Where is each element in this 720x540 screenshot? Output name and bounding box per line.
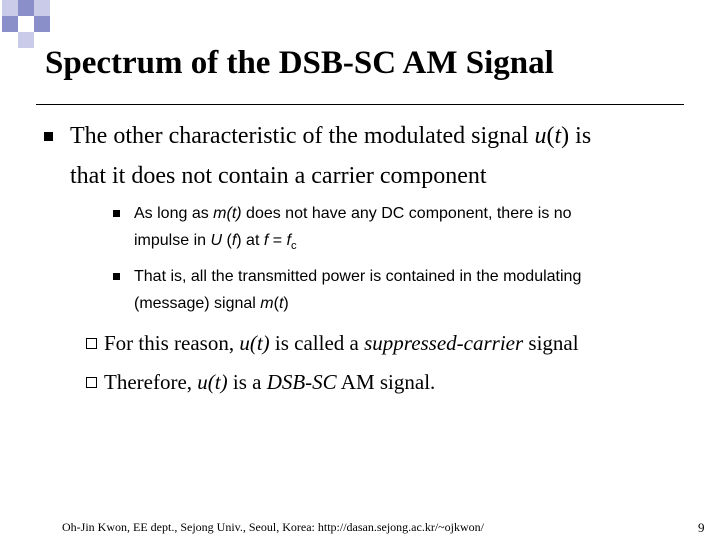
math-var: t — [554, 123, 562, 149]
deco-square — [2, 0, 18, 16]
sub-bullet-line — [134, 290, 581, 317]
slide-title: Spectrum of the DSB-SC AM Signal — [45, 45, 554, 81]
bullet-text: Therefore, — [104, 370, 198, 394]
bullet-text: signal — [523, 331, 579, 355]
math-subscript: c — [290, 240, 297, 253]
bullet-text: ) at — [236, 232, 264, 249]
math-var: U — [210, 232, 223, 249]
math-var: f — [263, 232, 269, 249]
sub-bullet-line — [134, 200, 572, 227]
bullet-text: ) is — [561, 123, 592, 149]
bullet-text: = — [268, 232, 287, 249]
footer-text: Oh-Jin Kwon, EE dept., Sejong Univ., Seoul, Korea: http://dasan.sejong.ac.kr/~ojkwon/ — [62, 520, 484, 534]
bullet-text: is called a — [269, 331, 365, 355]
deco-square — [2, 16, 18, 32]
bullet-square-icon — [44, 132, 53, 141]
math-var: u — [534, 123, 547, 149]
bullet-text: ) — [283, 295, 289, 312]
bullet-text: The other characteristic of the modulated signal — [70, 123, 535, 149]
bullet-text: (message) signal — [134, 295, 261, 312]
bullet-line — [70, 116, 591, 156]
math-var: t — [278, 295, 284, 312]
bullet-line: that it does not contain a carrier component — [70, 163, 487, 189]
math-var: m(t) — [213, 205, 242, 222]
math-var: m — [260, 295, 274, 312]
bullet-text: is a — [227, 370, 267, 394]
bullet-text: impulse in — [134, 232, 211, 249]
bullet-text: ( — [546, 123, 555, 149]
title-divider — [36, 104, 684, 105]
bullet-text: AM signal. — [336, 370, 436, 394]
math-var: u(t) — [197, 370, 228, 394]
math-var: f — [286, 232, 291, 249]
hollow-square-icon — [86, 377, 97, 388]
bullet-text: ( — [273, 295, 279, 312]
deco-square — [18, 16, 34, 32]
hollow-bullet-item — [104, 327, 579, 359]
math-var: f — [231, 232, 237, 249]
bullet-text: As long as — [134, 205, 214, 222]
bullet-item — [70, 116, 591, 196]
page-number: 9 — [698, 520, 705, 535]
deco-square — [34, 0, 50, 16]
hollow-square-icon — [86, 338, 97, 349]
emphasis-text: DSB-SC — [266, 370, 337, 394]
sub-bullet-item — [134, 200, 572, 260]
deco-square — [34, 16, 50, 32]
sub-bullet-item — [134, 263, 581, 317]
bullet-text: does not have any DC component, there is no — [241, 205, 572, 222]
bullet-square-icon — [113, 273, 120, 280]
bullet-text: For this reason, — [104, 331, 240, 355]
sub-bullet-line — [134, 227, 572, 260]
deco-square — [18, 32, 34, 48]
math-var: u(t) — [239, 331, 270, 355]
deco-square — [18, 0, 34, 16]
sub-bullet-line: That is, all the transmitted power is contained in the modulating — [134, 268, 582, 285]
emphasis-text: suppressed-carrier — [364, 331, 524, 355]
bullet-square-icon — [113, 210, 120, 217]
bullet-text: ( — [222, 232, 232, 249]
hollow-bullet-item — [104, 366, 435, 398]
